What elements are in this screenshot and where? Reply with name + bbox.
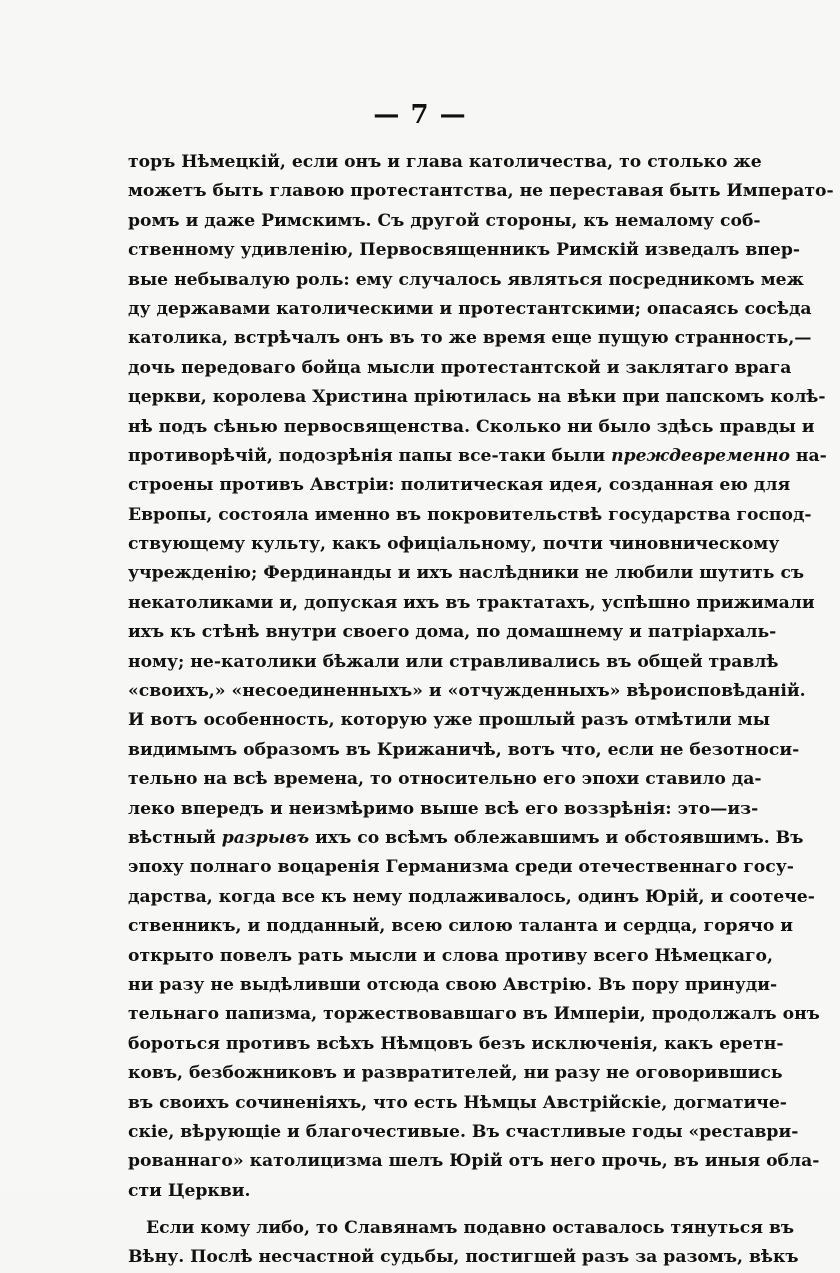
text-line: Если кому либо, то Славянамъ подавно оставалось тянуться въ xyxy=(146,1218,795,1239)
text-line: видимымъ образомъ въ Крижаничѣ, вотъ что, если не безотноси- xyxy=(128,739,800,760)
text-line: ромъ и даже Римскимъ. Съ другой стороны, къ немалому соб- xyxy=(128,210,761,231)
text-line: ихъ къ стѣнѣ внутри своего дома, по домашнему и патріархаль- xyxy=(128,622,777,643)
text-line: скіе, вѣрующіе и благочестивые. Въ счастливые годы «реставри- xyxy=(128,1121,799,1142)
text-line: можетъ быть главою протестантства, не переставая быть Императо- xyxy=(128,181,834,202)
text-line: ному; не-католики бѣжали или стравливались въ общей травлѣ xyxy=(128,651,779,672)
italic-word: преждевременно xyxy=(611,445,790,466)
text-line-mixed xyxy=(128,442,827,471)
text-line: эпоху полнаго воцаренія Германизма среди отечественнаго госу- xyxy=(128,857,794,878)
text-line: дочь передоваго бойца мысли протестантской и заклятаго врага xyxy=(128,357,792,378)
text-line: Европы, состояла именно въ покровительствѣ государства господ- xyxy=(128,504,812,525)
text-line: бороться противъ всѣхъ Нѣмцовъ безъ исключенія, какъ еретн- xyxy=(128,1033,784,1054)
paragraph-gap xyxy=(128,1206,748,1214)
text-line: Вѣну. Послѣ несчастной судьбы, постигшей разъ за разомъ, вѣкъ xyxy=(128,1247,799,1268)
text-line: ду державами католическими и протестантскими; опасаясь сосѣда xyxy=(128,298,812,319)
text-line: учрежденію; Фердинанды и ихъ наслѣдники не любили шутить съ xyxy=(128,563,805,584)
text-run: вѣстный xyxy=(128,827,216,848)
body-text xyxy=(128,148,834,1273)
text-line: открыто повелъ рать мысли и слова противу всего Нѣмецкаго, xyxy=(128,945,773,966)
text-line: католика, встрѣчалъ онъ въ то же время еще пущую странность,— xyxy=(128,328,812,349)
text-line: дарства, когда все къ нему подлаживалось, одинъ Юрій, и соотече- xyxy=(128,886,815,907)
text-line: строены противъ Австріи: политическая идея, созданная ею для xyxy=(128,475,791,496)
text-line: въ своихъ сочиненіяхъ, что есть Нѣмцы Австрійскіе, догматиче- xyxy=(128,1092,787,1113)
text-run: ихъ со всѣмъ облежавшимъ и обстоявшимъ. Въ xyxy=(309,827,804,848)
text-line: вые небывалую роль: ему случалось являться посредникомъ меж xyxy=(128,269,804,290)
text-line: церкви, королева Христина пріютилась на вѣки при папскомъ колѣ- xyxy=(128,387,826,408)
text-line: ни разу не выдѣливши отсюда свою Австрію. Въ пору принуди- xyxy=(128,974,778,995)
text-line: ковъ, безбожниковъ и развратителей, ни разу не оговорившись xyxy=(128,1063,783,1084)
text-line: тельно на всѣ времена, то относительно его эпохи ставило да- xyxy=(128,769,762,790)
text-line: сти Церкви. xyxy=(128,1180,251,1201)
text-run: на- xyxy=(789,445,827,466)
text-line: рованнаго» католицизма шелъ Юрій отъ него прочь, въ иныя обла- xyxy=(128,1151,820,1172)
text-line: некатоликами и, допуская ихъ въ трактатахъ, успѣшно прижимали xyxy=(128,592,815,613)
text-line-mixed xyxy=(128,824,804,853)
text-line: ственному удивленію, Первосвященникъ Римскій изведалъ впер- xyxy=(128,240,800,261)
text-line: ствующему культу, какъ офиціальному, почти чиновническому xyxy=(128,534,780,555)
text-line: тельнаго папизма, торжествовавшаго въ Имперіи, продолжалъ онъ xyxy=(128,1004,820,1025)
text-line: торъ Нѣмецкій, если онъ и глава католичества, то столько же xyxy=(128,152,762,172)
text-line: ственникъ, и подданный, всею силою таланта и сердца, горячо и xyxy=(128,916,794,937)
text-line: нѣ подъ сѣнью первосвященства. Сколько ни было здѣсь правды и xyxy=(128,416,815,437)
text-line: леко впередъ и неизмѣримо выше всѣ его воззрѣнія: это—из- xyxy=(128,798,759,819)
page-number: — 7 — xyxy=(373,100,467,130)
text-line: И вотъ особенность, которую уже прошлый разъ отмѣтили мы xyxy=(128,710,770,731)
text-run: противорѣчій, подозрѣнія папы все-таки были xyxy=(128,445,606,466)
italic-word: разрывъ xyxy=(221,827,310,848)
text-line: «своихъ,» «несоединенныхъ» и «отчужденныхъ» вѣроисповѣданій. xyxy=(128,681,806,702)
